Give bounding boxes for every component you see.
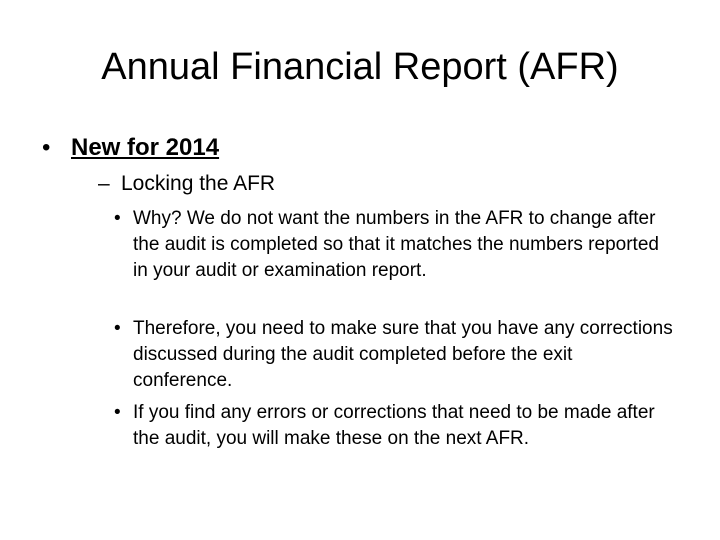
bullet-level3-item — [114, 400, 674, 452]
bullet-icon: • — [114, 402, 121, 423]
bullet-level3-text: Why? We do not want the numbers in the AFR to change after the audit is completed so that it matches the numbers reported in your audit or examination report. — [133, 208, 659, 281]
slide-title: Annual Financial Report (AFR) — [101, 46, 619, 88]
bullet-icon: • — [42, 134, 51, 161]
dash-icon: – — [98, 172, 110, 195]
bullet-icon: • — [114, 318, 121, 339]
bullet-level3-text: Therefore, you need to make sure that you have any corrections discussed during the audit completed before the exit conference. — [133, 318, 673, 391]
bullet-icon: • — [114, 208, 121, 229]
bullet-level1-text: New for 2014 — [71, 134, 220, 161]
bullet-level3-text: If you find any errors or corrections that need to be made after the audit, you will make these on the next AFR. — [133, 402, 655, 449]
bullet-level3-item — [114, 206, 674, 284]
bullet-level2-text: Locking the AFR — [121, 172, 276, 195]
bullet-level3-item — [114, 316, 674, 394]
